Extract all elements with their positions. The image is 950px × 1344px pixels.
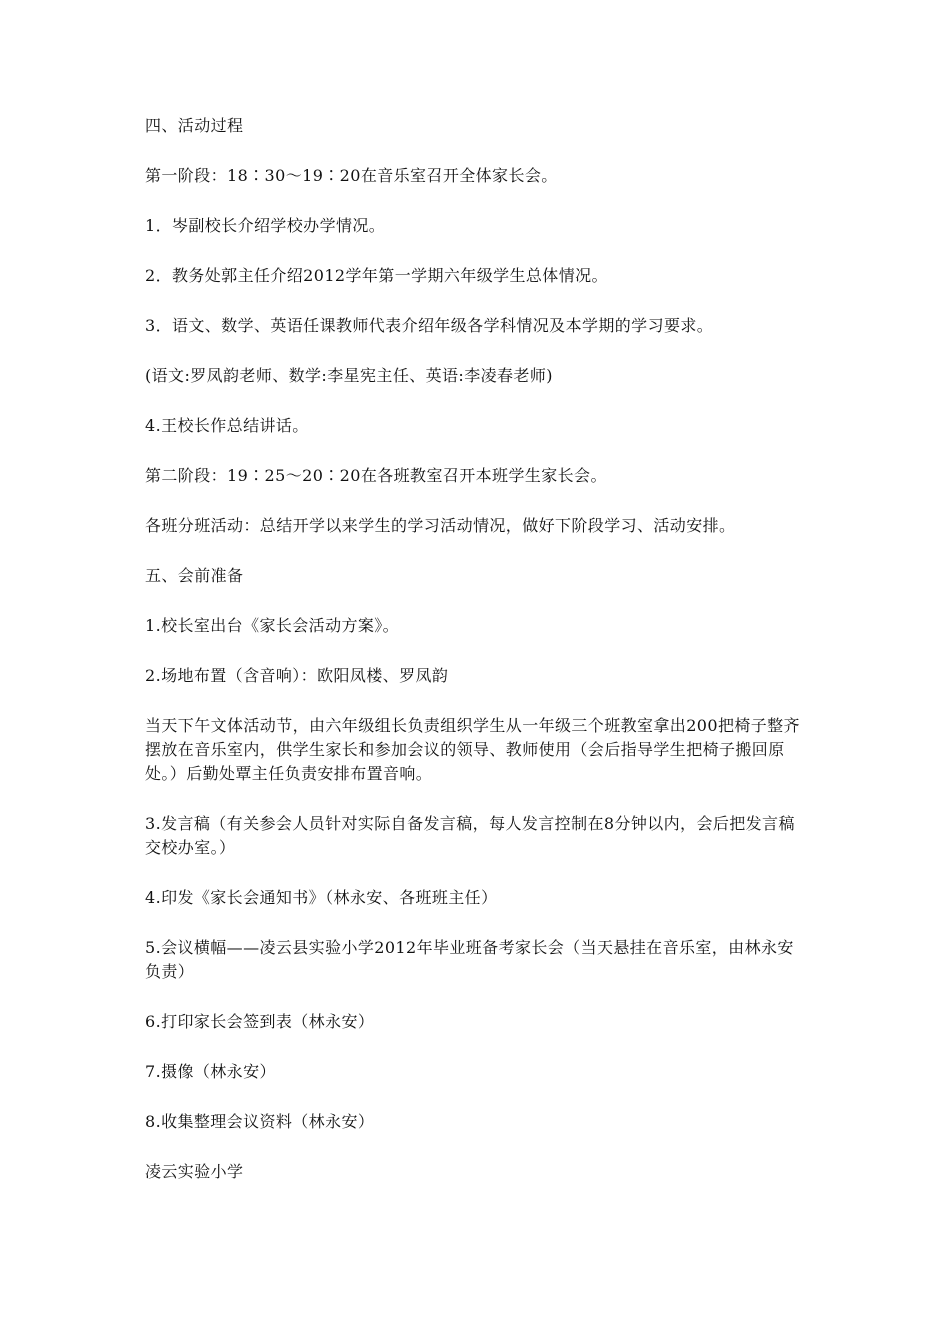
list-item: 4.印发《家长会通知书》（林永安、各班班主任） xyxy=(145,888,498,907)
section-heading-preparation: 五、会前准备 xyxy=(145,566,244,585)
list-item: 3．语文、数学、英语任课教师代表介绍年级各学科情况及本学期的学习要求。 xyxy=(145,316,714,335)
list-item: 1.校长室出台《家长会活动方案》。 xyxy=(145,616,400,635)
venue-arrangement-paragraph: 当天下午文体活动节，由六年级组长负责组织学生从一年级三个班教室拿出200把椅子整齐摆放在音乐室内，供学生家长和参加会议的领导、教师使用（会后指导学生把椅子搬回原处。）后勤处覃主任负责安排布置音响。 xyxy=(145,716,800,783)
list-item: 8.收集整理会议资料（林永安） xyxy=(145,1112,375,1131)
signature-school-name: 凌云实验小学 xyxy=(145,1162,244,1181)
stage-one-paragraph: 第一阶段：18∶30～19∶20在音乐室召开全体家长会。 xyxy=(145,166,558,185)
document-body xyxy=(145,114,810,1210)
list-item: 5.会议横幅——凌云县实验小学2012年毕业班备考家长会（当天悬挂在音乐室，由林永安负责） xyxy=(145,938,794,981)
list-item: 4.王校长作总结讲话。 xyxy=(145,416,309,435)
list-item: 7.摄像（林永安） xyxy=(145,1062,276,1081)
list-item: 2.场地布置（含音响）：欧阳凤楼、罗凤韵 xyxy=(145,666,449,685)
stage-two-paragraph: 第二阶段：19∶25～20∶20在各班教室召开本班学生家长会。 xyxy=(145,466,607,485)
list-item: 2．教务处郭主任介绍2012学年第一学期六年级学生总体情况。 xyxy=(145,266,608,285)
list-item: 3.发言稿（有关参会人员针对实际自备发言稿，每人发言控制在8分钟以内，会后把发言稿交校办室。） xyxy=(145,814,795,857)
section-heading-activity-process: 四、活动过程 xyxy=(145,116,244,135)
teacher-note: (语文:罗凤韵老师、数学:李星宪主任、英语:李凌春老师) xyxy=(145,366,553,385)
list-item: 1．岑副校长介绍学校办学情况。 xyxy=(145,216,386,235)
class-activity-paragraph: 各班分班活动：总结开学以来学生的学习活动情况，做好下阶段学习、活动安排。 xyxy=(145,516,736,535)
list-item: 6.打印家长会签到表（林永安） xyxy=(145,1012,375,1031)
